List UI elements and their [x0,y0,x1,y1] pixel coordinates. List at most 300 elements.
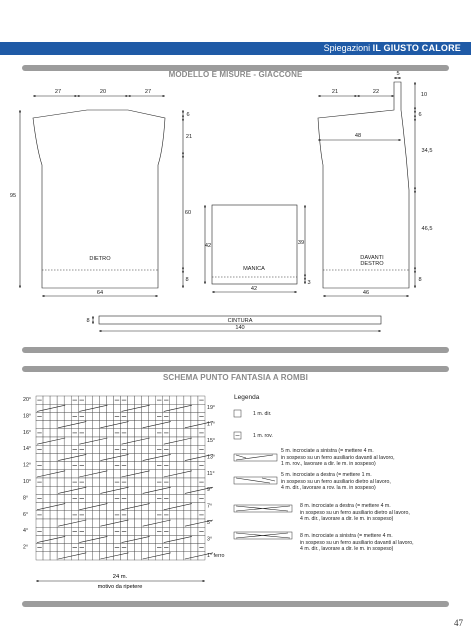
chart-cell [177,421,184,429]
chart-cell [135,462,142,470]
front-lower-right: 46,5 [421,226,433,232]
chart-cell [71,535,78,543]
front-top-right: 22 [372,89,380,95]
chart-cell [170,544,177,552]
chart-cell [106,486,113,494]
chart-cell [128,404,135,412]
chart-cell [106,552,113,560]
chart-cell [170,429,177,437]
chart-cell [92,478,99,486]
chart-cell [106,478,113,486]
legend-purl: 1 m. rov. [253,433,273,439]
chart-cell [191,470,198,478]
chart-cell [135,445,142,453]
chart-cell [191,486,198,494]
chart-cell [191,462,198,470]
chart-cell [92,453,99,461]
chart-cell [85,429,92,437]
chart-cell [142,527,149,535]
row-label-right: 1° ferro [207,552,225,559]
back-label: DIETRO [89,256,111,262]
chart-cell [170,486,177,494]
sleeve-label: MANICA [243,266,265,272]
chart-cell [113,437,120,445]
chart-cell [149,445,156,453]
chart-cell [191,503,198,511]
back-top-left: 27 [54,89,62,95]
chart-cell [149,527,156,535]
legend-cross-left-8: 8 m. incrociate a sinistra (= mettere 4 m. in sospeso su un ferro ausiliario davanti al lavoro, 4 m. dir., lavorare a dir. le m. in sospeso) [300,533,414,552]
chart-cell [43,478,50,486]
chart-cell [128,437,135,445]
chart-cell [64,535,71,543]
chart-repeat: motivo da ripetere [97,584,143,590]
chart-cell [64,445,71,453]
chart-cell [170,437,177,445]
chart-cell [142,494,149,502]
chart-cell [177,396,184,404]
chart-cell [99,445,106,453]
chart-cell [92,421,99,429]
chart-cell [57,478,64,486]
chart-cell [43,462,50,470]
chart-cell [64,412,71,420]
chart-cell [85,462,92,470]
back-top-right: 27 [144,89,152,95]
front-label-line2: DESTRO [360,261,384,267]
sleeve-width: 42 [250,286,258,292]
chart-cell [85,552,92,560]
chart-cell [106,462,113,470]
chart-cell [156,437,163,445]
chart-cell [177,445,184,453]
chart-cell [156,535,163,543]
chart-cell [170,412,177,420]
chart-cell [43,437,50,445]
chart-cell [184,445,191,453]
chart-cell [128,544,135,552]
chart-cell [170,453,177,461]
chart-cell [64,511,71,519]
chart-cell [191,453,198,461]
row-label-left: 18° [23,413,32,420]
chart-cell [128,412,135,420]
chart-cell [149,462,156,470]
page-number: 47 [454,618,463,628]
back-shoulder-drop: 6 [186,112,190,118]
chart-cell [106,503,113,511]
chart-cell [170,494,177,502]
belt-height: 8 [86,318,90,324]
chart-cell [50,552,57,560]
chart-cell [128,494,135,502]
chart-cell [128,462,135,470]
row-label-right: 3° [207,536,213,543]
chart-cell [85,519,92,527]
chart-cell [99,429,106,437]
chart-cell [43,396,50,404]
legend-cross-right-8: 8 m. incrociate a destra (= mettere 4 m. in sospeso su un ferro ausiliario dietro al lavoro, 4 m. dir., lavorare a dir. le m. in sospeso) [300,503,410,522]
row-label-right: 9° [207,487,213,494]
chart-cell [106,404,113,412]
chart-cell [99,478,106,486]
legend-knit: 1 m. dir. [253,411,272,417]
front-label-line1: DAVANTI [360,255,384,261]
chart-cell [135,511,142,519]
chart-cell [177,412,184,420]
chart-cell [170,511,177,519]
chart-cell [191,544,198,552]
chart-cell [135,527,142,535]
chart-cell [85,445,92,453]
chart-cell [191,421,198,429]
chart-cell [177,527,184,535]
front-upper-right: 34,5 [421,148,433,154]
chart-cell [71,470,78,478]
chart-cell [128,552,135,560]
cross-right-5-icon [234,477,277,484]
chart-cell [92,429,99,437]
chart-cell [99,396,106,404]
chart-cell [50,494,57,502]
chart-cell [64,519,71,527]
chart-cell [92,462,99,470]
chart-cell [57,396,64,404]
chart-cell [43,421,50,429]
chart-cell [50,462,57,470]
chart-cell [85,470,92,478]
back-top-middle: 20 [99,89,107,95]
chart-cell [92,412,99,420]
legend-cross-left-5: 5 m. incrociate a sinistra (= mettere 4 m. in sospeso su un ferro ausiliario davanti al lavoro, 1 m. rov., lavorare a dir. le m. in sospeso) [281,448,395,467]
belt-label: CINTURA [227,318,253,324]
chart-cell [184,527,191,535]
chart-cell [135,519,142,527]
chart-cell [198,503,205,511]
chart-cell [170,462,177,470]
chart-cell [149,535,156,543]
chart-cell [191,519,198,527]
chart-cell [64,527,71,535]
row-label-left: 14° [23,446,32,453]
chart-cell [149,511,156,519]
chart-cell [170,470,177,478]
chart-cell [43,453,50,461]
chart-cell [191,478,198,486]
knit-symbol-icon [234,410,241,417]
chart-cell [50,544,57,552]
row-label-left: 10° [23,479,32,485]
chart-cell [99,544,106,552]
chart-cell [99,527,106,535]
chart-cell [85,535,92,543]
chart-cell [85,544,92,552]
chart-cell [142,511,149,519]
row-label-left: 12° [23,462,32,469]
chart-cell [170,445,177,453]
chart-cell [50,486,57,494]
row-label-left: 4° [23,528,29,535]
chart-cell [43,445,50,453]
row-label-left: 8° [23,495,29,502]
chart-cell [142,544,149,552]
chart-cell [36,453,43,461]
chart-cell [64,421,71,429]
chart-cell [50,478,57,486]
chart-cell [64,478,71,486]
chart-cell [191,527,198,535]
chart-cell [85,511,92,519]
chart-cell [177,453,184,461]
chart-cell [64,437,71,445]
chart-cell [106,511,113,519]
chart-cell [85,503,92,511]
chart-cell [99,494,106,502]
sleeve-right-height: 39 [297,240,305,246]
chart-cell [64,503,71,511]
chart-cell [64,494,71,502]
chart-cell [184,396,191,404]
chart-cell [156,503,163,511]
chart-cell [57,445,64,453]
chart-cell [184,494,191,502]
chart-cell [191,494,198,502]
chart-cell [43,486,50,494]
chart-cell [92,494,99,502]
chart-cell [43,544,50,552]
chart-cell [177,519,184,527]
chart-cell [177,462,184,470]
chart-cell [177,486,184,494]
chart-cell [36,552,43,560]
chart-cell [50,412,57,420]
chart-cell [43,412,50,420]
chart-cell [106,544,113,552]
chart-cell [64,429,71,437]
chart-cell [128,503,135,511]
row-label-right: 7° [207,503,213,510]
chart-cell [43,429,50,437]
chart-cell [36,421,43,429]
chart-cell [99,462,106,470]
chart-cell [191,396,198,404]
chart-cell [149,478,156,486]
chart-cell [43,535,50,543]
chart-cell [170,527,177,535]
chart-cell [57,544,64,552]
chart-cell [43,511,50,519]
chart-cell [92,519,99,527]
chart-cell [184,429,191,437]
row-label-right: 19° [207,405,216,412]
chart-cell [135,453,142,461]
chart-cell [92,552,99,560]
chart-cell [92,486,99,494]
chart-cell [135,429,142,437]
chart-cell [43,404,50,412]
chart-cell [128,486,135,494]
chart-cell [128,445,135,453]
chart-cell [149,404,156,412]
chart-cell [43,494,50,502]
legend-title: Legenda [234,394,260,401]
chart-cell [177,478,184,486]
chart-cell [184,462,191,470]
chart-cell [64,404,71,412]
chart-cell [198,535,205,543]
chart-cell [170,404,177,412]
chart-cell [191,437,198,445]
chart-cell [149,519,156,527]
chart-cell [92,396,99,404]
chart-cell [184,511,191,519]
front-collar-height: 10 [420,92,428,98]
chart-cell [36,519,43,527]
chart-cell [135,494,142,502]
chart-cell [177,511,184,519]
chart-cell [43,470,50,478]
chart-cell [64,544,71,552]
back-total-height: 95 [9,193,17,199]
chart-cell [135,396,142,404]
chart-cell [128,421,135,429]
chart-cell [170,535,177,543]
chart-cell [198,470,205,478]
chart-cell [184,544,191,552]
row-label-right: 17° [207,421,216,428]
chart-cell [177,544,184,552]
chart-cell [50,396,57,404]
chart-cell [92,511,99,519]
front-collar: 5 [396,71,400,77]
chart-cell [142,478,149,486]
chart-cell [85,478,92,486]
chart-cell [128,519,135,527]
chart-cell [198,437,205,445]
chart-cell [170,421,177,429]
front-armhole-width: 48 [354,133,362,139]
chart-cell [149,421,156,429]
front-shoulder-drop: 6 [418,112,422,118]
chart-cell [64,470,71,478]
chart-cell [106,429,113,437]
chart-cell [50,445,57,453]
chart-cell [64,453,71,461]
chart-cell [177,494,184,502]
chart-cell [85,453,92,461]
chart-cell [191,511,198,519]
chart-cell [106,453,113,461]
belt-length: 140 [235,325,245,331]
chart-cell [85,412,92,420]
chart-cell [191,429,198,437]
back-rib: 8 [185,277,189,283]
chart-cell [50,421,57,429]
row-label-left: 6° [23,511,29,518]
chart-stitches: 24 m. [112,574,128,580]
chart-cell [57,462,64,470]
chart-cell [128,478,135,486]
chart-cell [177,552,184,560]
chart-cell [128,470,135,478]
chart-cell [170,503,177,511]
chart-cell [50,519,57,527]
chart-cell [113,470,120,478]
chart-cell [135,412,142,420]
chart-cell [149,453,156,461]
chart-cell [113,503,120,511]
chart-cell [149,503,156,511]
chart-cell [71,437,78,445]
chart-cell [184,412,191,420]
chart-cell [106,527,113,535]
chart-cell [57,429,64,437]
chart-cell [43,552,50,560]
chart-cell [149,494,156,502]
chart-cell [198,404,205,412]
chart-cell [57,412,64,420]
chart-cell [128,453,135,461]
chart-cell [149,437,156,445]
chart-cell [57,511,64,519]
chart-cell [36,486,43,494]
chart-cell [135,544,142,552]
chart-cell [149,552,156,560]
row-label-right: 11° [207,470,215,477]
chart-cell [64,486,71,494]
chart-cell [43,527,50,535]
chart-cell [191,535,198,543]
chart-cell [170,396,177,404]
back-width: 64 [96,290,104,296]
chart-cell [142,412,149,420]
chart-cell [85,396,92,404]
chart-cell [106,494,113,502]
chart-cell [191,552,198,560]
chart-cell [149,412,156,420]
chart-cell [99,511,106,519]
chart-cell [106,470,113,478]
chart-cell [149,486,156,494]
chart-cell [71,503,78,511]
chart-cell [149,470,156,478]
chart-cell [128,396,135,404]
chart-cell [106,421,113,429]
legend-cross-right-5: 5 m. incrociate a destra (= mettere 1 m. in sospeso su un ferro ausiliario dietro al lavoro, 4 m. dir., lavorare a rov. la m. in sospeso) [281,472,391,491]
chart-title: SCHEMA PUNTO FANTASIA A ROMBI [163,373,308,382]
chart-cell [99,412,106,420]
chart-cell [170,478,177,486]
chart-cell [128,527,135,535]
chart-cell [113,404,120,412]
chart-cell [149,544,156,552]
front-top-left: 21 [331,89,339,95]
chart-cell [170,519,177,527]
chart-cell [43,519,50,527]
chart-cell [85,494,92,502]
chart-cell [64,462,71,470]
chart-cell [156,470,163,478]
chart-cell [106,445,113,453]
chart-cell [64,552,71,560]
chart-cell [85,486,92,494]
back-armhole: 21 [185,134,193,140]
row-label-left: 2° [23,544,29,551]
chart-cell [135,486,142,494]
row-label-right: 15° [207,438,216,444]
chart-cell [142,429,149,437]
chart-cell [50,429,57,437]
